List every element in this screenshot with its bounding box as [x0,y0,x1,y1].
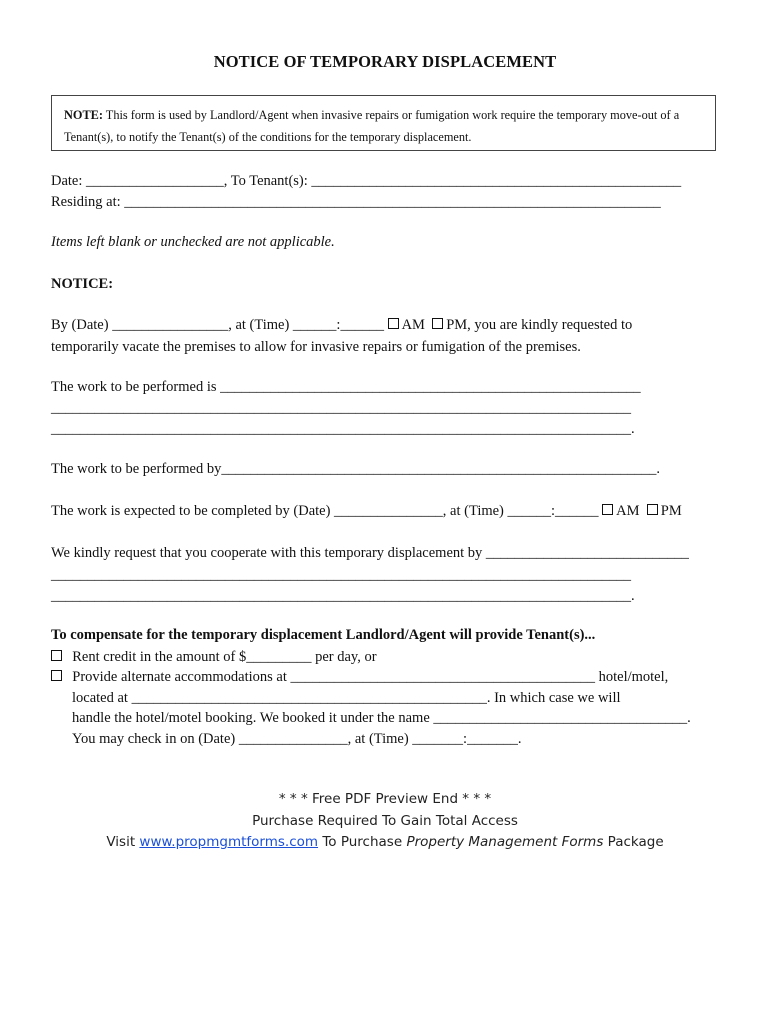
work-performed-blank-2: ________________________________________________________________________________. [51,421,635,437]
date-tenant-line: Date: ___________________, To Tenant(s): ___________________________________________________ [51,173,682,189]
accommodation-checkbox[interactable] [51,670,62,681]
note-text: This form is used by Landlord/Agent when invasive repairs or fumigation work require the temporary move-out of a Tenant(s), to notify the Tenant(s) of the conditions for the temporary displacement. [64,108,680,144]
pm-label: PM, you are kindly requested to [446,317,633,333]
completed-am-label: AM [616,503,640,519]
visit-text: Visit [106,834,140,850]
rent-credit-option [51,649,377,666]
accommodation-text: Provide alternate accommodations at __________________________________________ hotel/motel, [72,669,669,685]
accommodation-location: located at _________________________________________________. In which case we will [72,690,621,706]
work-performed-line: The work to be performed is __________________________________________________________ [51,379,641,395]
notice-date-time: By (Date) ________________, at (Time) ______:______ [51,317,388,333]
accommodation-checkin: You may check in on (Date) _______________, at (Time) _______:_______. [72,731,522,747]
accommodation-booking: handle the hotel/motel booking. We booked it under the name ___________________________________. [72,710,691,726]
residing-line: Residing at: __________________________________________________________________________ [51,194,661,210]
preview-end-text: * * * Free PDF Preview End * * * [278,791,492,807]
purchase-visit-line [0,834,770,850]
rent-credit-checkbox[interactable] [51,650,62,661]
notice-vacate-line [51,317,632,334]
package-text: Package [603,834,664,850]
instruction-text: Items left blank or unchecked are not applicable. [51,234,335,250]
document-title: NOTICE OF TEMPORARY DISPLACEMENT [213,52,557,71]
note-box [51,95,716,151]
work-completed-line [51,503,682,520]
notice-vacate-line2: temporarily vacate the premises to allow for invasive repairs or fumigation of the premises. [51,339,581,355]
am-checkbox[interactable] [388,318,399,329]
package-name: Property Management Forms [406,834,604,850]
accommodation-option [51,669,668,686]
compensate-heading: To compensate for the temporary displacement Landlord/Agent will provide Tenant(s)... [51,627,596,643]
work-performed-blank-1: ________________________________________________________________________________ [51,400,631,416]
work-completed-date-time: The work is expected to be completed by (Date) _______________, at (Time) ______:______ [51,503,603,519]
cooperate-line: We kindly request that you cooperate with this temporary displacement by ____________________________ [51,545,689,561]
am-label: AM [401,317,425,333]
completed-pm-label: PM [660,503,682,519]
cooperate-blank-2: ________________________________________________________________________________. [51,588,635,604]
purchase-link[interactable]: www.propmgmtforms.com [139,834,319,850]
purchase-text: To Purchase [318,834,407,850]
cooperate-blank-1: ________________________________________________________________________________ [51,567,631,583]
rent-credit-text: Rent credit in the amount of $_________ per day, or [72,649,377,665]
work-performed-by-line: The work to be performed by____________________________________________________________. [51,461,660,477]
notice-heading: NOTICE: [51,276,114,292]
completed-am-checkbox[interactable] [602,504,613,515]
completed-pm-checkbox[interactable] [647,504,658,515]
purchase-required-text: Purchase Required To Gain Total Access [252,813,518,829]
note-label: NOTE: [64,108,103,122]
pm-checkbox[interactable] [432,318,443,329]
